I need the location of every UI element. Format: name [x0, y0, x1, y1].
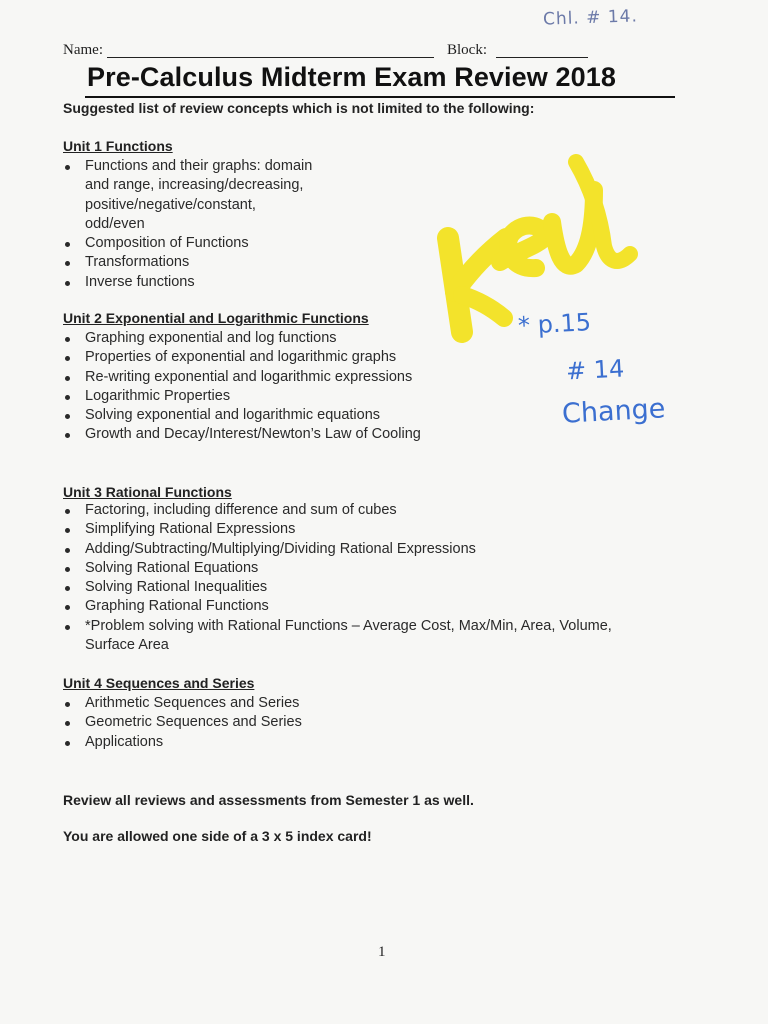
- page-number: 1: [378, 944, 386, 960]
- list-item: *Problem solving with Rational Functions – Average Cost, Max/Min, Area, Volume, Surface Area: [63, 617, 612, 656]
- list-item: Applications: [63, 733, 302, 752]
- block-blank: [496, 57, 588, 58]
- list-item: Re-writing exponential and logarithmic expressions: [63, 368, 421, 387]
- unit-3-heading: Unit 3 Rational Functions: [63, 484, 232, 500]
- list-item: Growth and Decay/Interest/Newton’s Law of Cooling: [63, 425, 421, 444]
- list-item: Solving Rational Inequalities: [63, 578, 612, 597]
- list-item: Arithmetic Sequences and Series: [63, 694, 302, 713]
- list-item: Logarithmic Properties: [63, 387, 421, 406]
- name-blank: [107, 57, 434, 58]
- handwritten-number-note: # 14: [565, 354, 625, 386]
- unit-2-heading: Unit 2 Exponential and Logarithmic Functions: [63, 310, 369, 326]
- title-underline: [85, 96, 675, 98]
- list-item: Simplifying Rational Expressions: [63, 520, 612, 539]
- name-label: Name:: [63, 42, 103, 58]
- review-note: Review all reviews and assessments from Semester 1 as well.: [63, 792, 474, 808]
- handwritten-top-note: Chl. # 14.: [542, 6, 639, 30]
- list-item: Transformations: [63, 253, 312, 272]
- handwritten-page-note: * p.15: [517, 308, 592, 340]
- index-card-note: You are allowed one side of a 3 x 5 index card!: [63, 828, 372, 844]
- unit-1-list: [63, 157, 312, 292]
- unit-4-heading: Unit 4 Sequences and Series: [63, 675, 255, 691]
- list-item: Graphing Rational Functions: [63, 597, 612, 616]
- list-item: Solving Rational Equations: [63, 559, 612, 578]
- list-item: Factoring, including difference and sum of cubes: [63, 501, 612, 520]
- list-item: Functions and their graphs: domain and range, increasing/decreasing, positive/negative/constant, odd/even: [63, 157, 312, 234]
- list-item: Composition of Functions: [63, 234, 312, 253]
- unit-2-list: [63, 329, 421, 445]
- unit-1-heading: Unit 1 Functions: [63, 138, 173, 154]
- name-block-line: [63, 42, 593, 64]
- block-label: Block:: [447, 42, 487, 58]
- list-item: Adding/Subtracting/Multiplying/Dividing Rational Expressions: [63, 540, 612, 559]
- handwritten-change-note: Change: [561, 393, 667, 430]
- subtitle: Suggested list of review concepts which is not limited to the following:: [63, 100, 535, 116]
- page-title: Pre-Calculus Midterm Exam Review 2018: [87, 62, 616, 92]
- list-item: Graphing exponential and log functions: [63, 329, 421, 348]
- list-item: Inverse functions: [63, 273, 312, 292]
- list-item: Geometric Sequences and Series: [63, 713, 302, 732]
- unit-4-list: [63, 694, 302, 752]
- list-item: Properties of exponential and logarithmic graphs: [63, 348, 421, 367]
- unit-3-list: [63, 501, 612, 655]
- list-item: Solving exponential and logarithmic equations: [63, 406, 421, 425]
